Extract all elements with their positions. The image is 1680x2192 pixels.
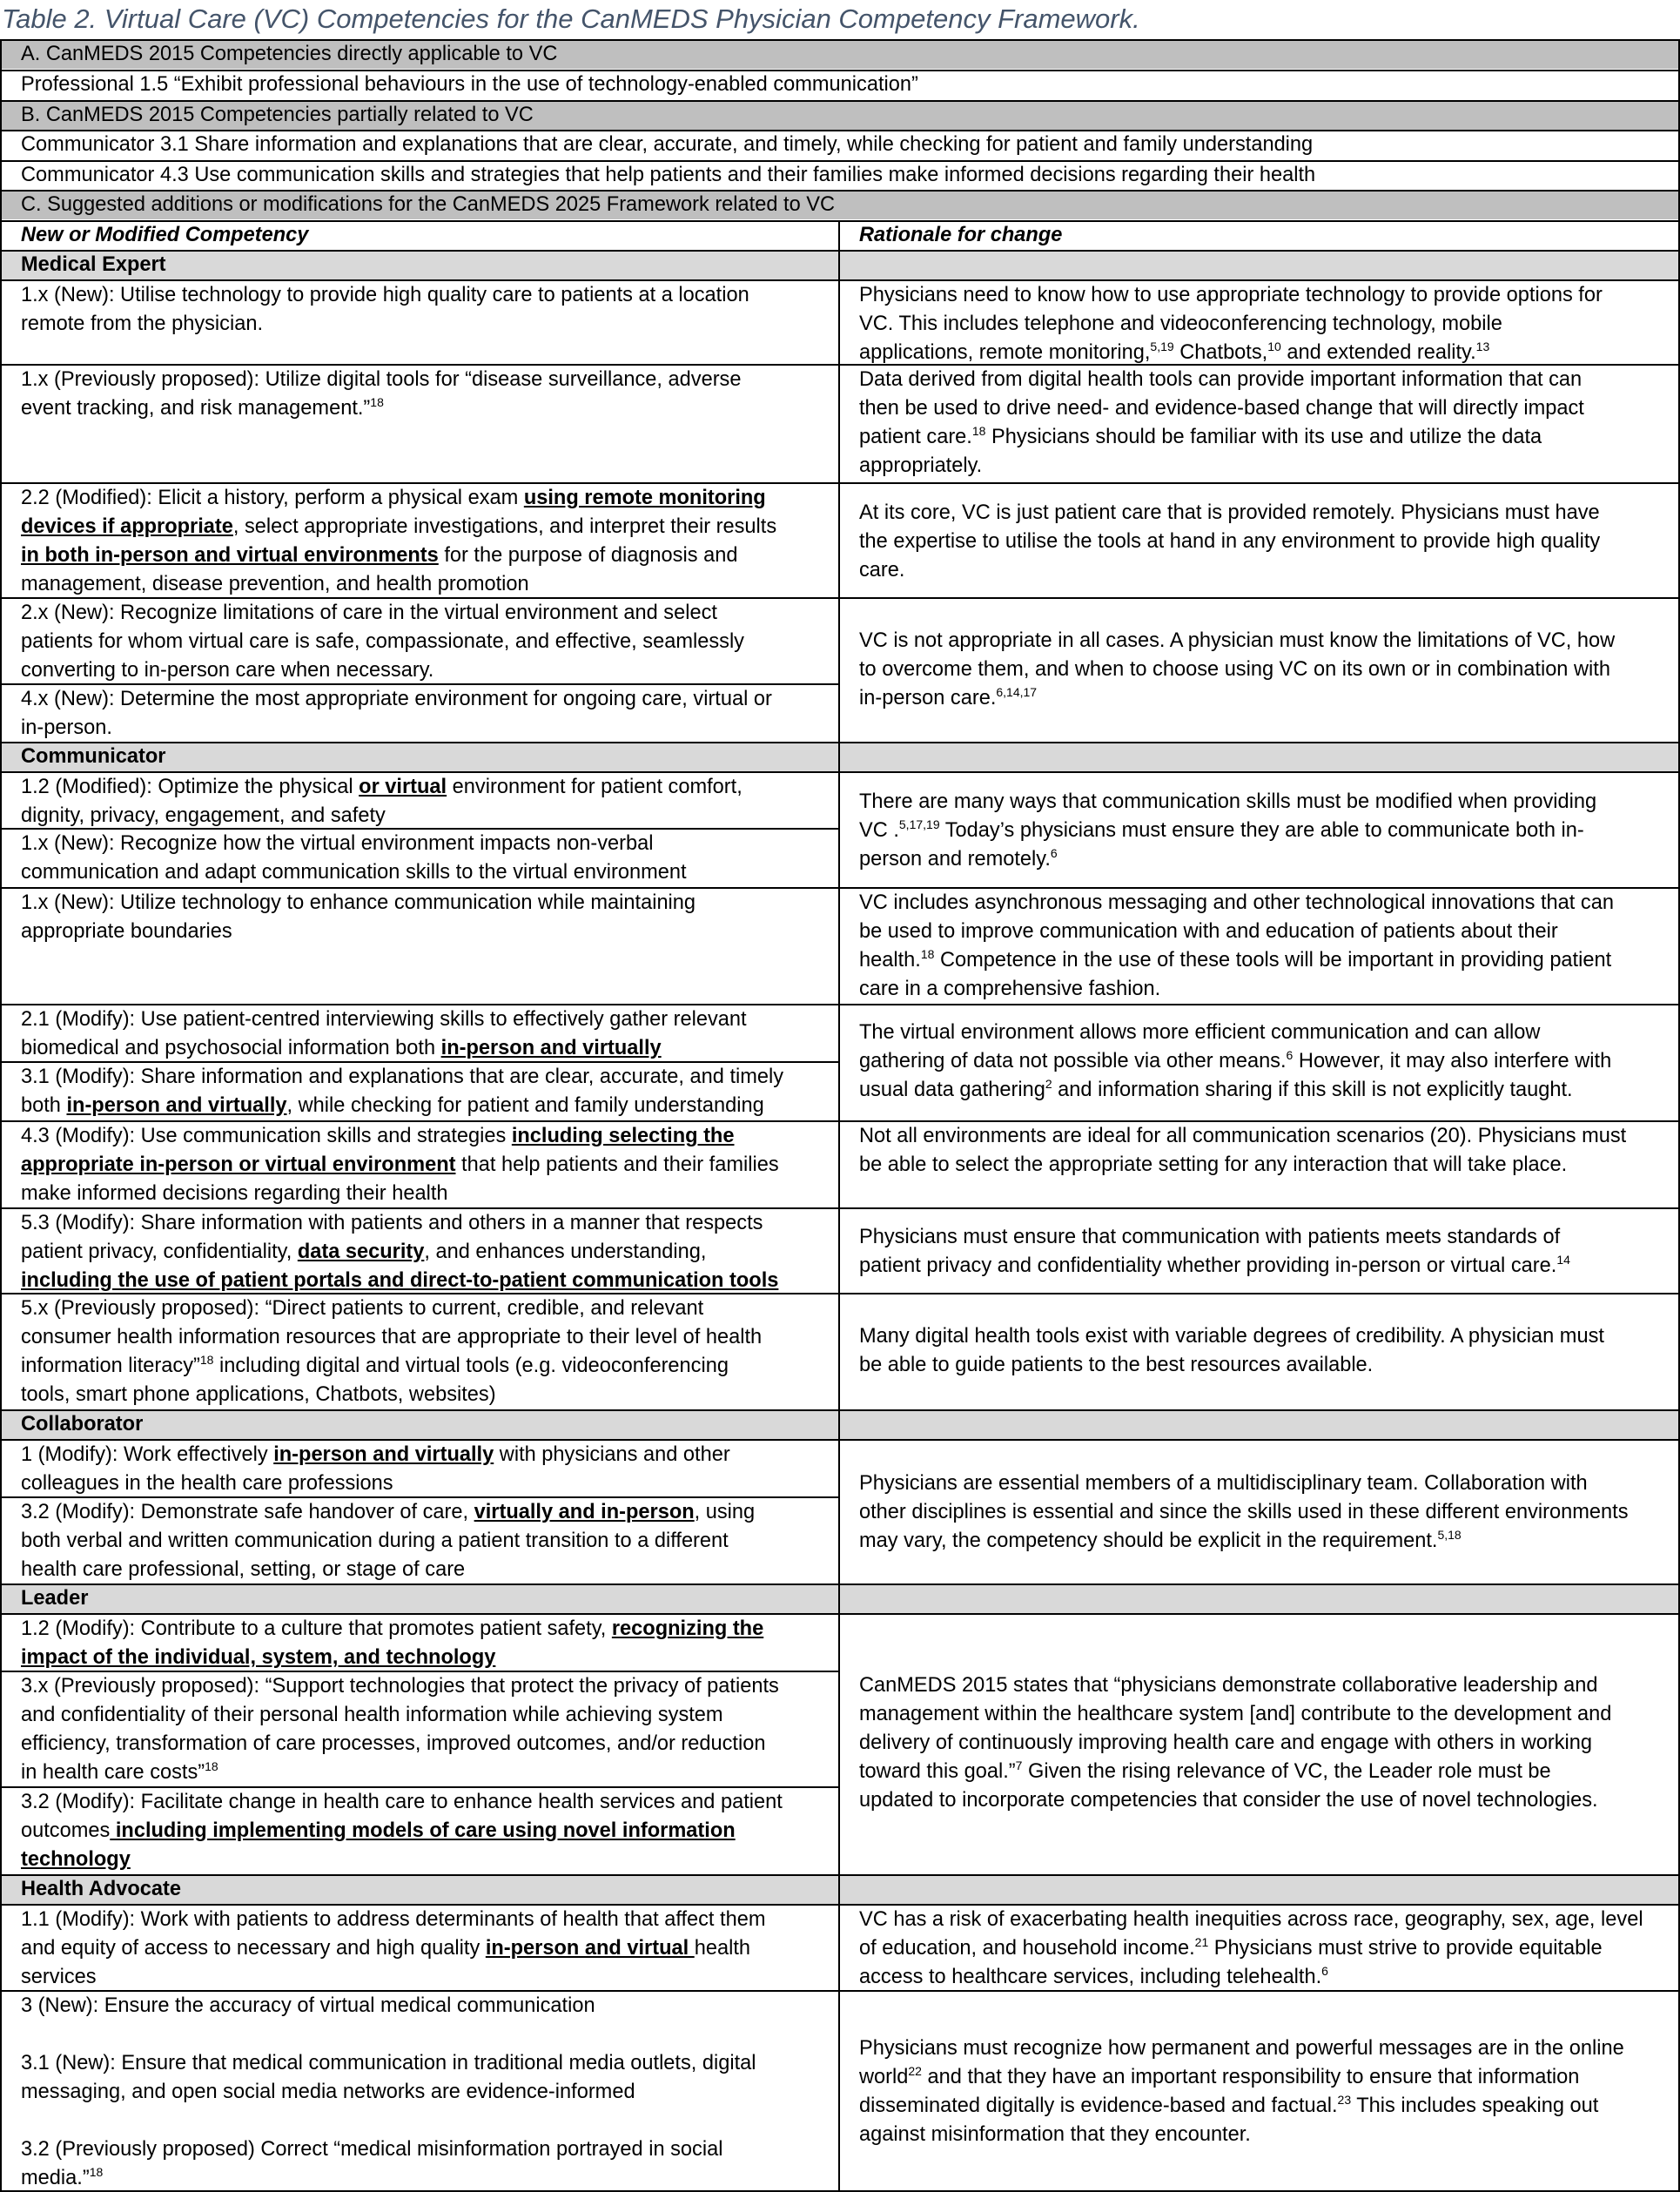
table-row: Professional 1.5 “Exhibit professional behaviours in the use of technology-enabled communication” bbox=[21, 73, 918, 96]
section-b-header: B. CanMEDS 2015 Competencies partially related to VC bbox=[0, 101, 1680, 130]
table-border bbox=[0, 39, 1680, 41]
table-border bbox=[0, 482, 1680, 484]
rationale-cell: Data derived from digital health tools can provide important information that can then be used to drive need- and evidence-based change that will directly impact patient care.$^{18}$ Physicians should be familiar with its use and utilize the data appropriately. bbox=[859, 368, 1584, 477]
table-border bbox=[0, 1120, 1680, 1122]
table-border bbox=[0, 1990, 1680, 1992]
rationale-cell: Physicians must ensure that communication with patients meets standards of patient privacy and confidentiality whether providing in-person or virtual care.$^{14}$ bbox=[859, 1226, 1570, 1277]
table-border bbox=[0, 1207, 1680, 1209]
table-border bbox=[0, 39, 2, 2192]
table-caption: Table 2. Virtual Care (VC) Competencies for the CanMEDS Physician Competency Framework. bbox=[2, 3, 1140, 34]
table-border bbox=[0, 1293, 1680, 1294]
table-border bbox=[0, 597, 1680, 599]
rationale-cell: CanMEDS 2015 states that “physicians demonstrate collaborative leadership and management within the healthcare system [and] contribute to the development and delivery of continuously improving health care and engage with others in working toward this goal.”$^7$ Given the rising relevance of VC, the Leader role must be updated to incorporate competencies that consider the use of novel technologies. bbox=[859, 1674, 1612, 1812]
competency-cell: 2.1 (Modify): Use patient-centred interviewing skills to effectively gather relevant biomedical and psychosocial information both in-person and virtually bbox=[21, 1008, 747, 1059]
table-border bbox=[0, 364, 1680, 366]
competency-cell: 3.1 (Modify): Share information and explanations that are clear, accurate, and timely both in-person and virtually, while checking for patient and family understanding bbox=[21, 1066, 784, 1117]
table-border bbox=[0, 1496, 840, 1498]
table-border bbox=[0, 742, 1680, 743]
table-border bbox=[0, 1061, 840, 1063]
table-border bbox=[0, 887, 1680, 889]
rationale-cell: VC includes asynchronous messaging and other technological innovations that can be used to improve communication with and education of patients about their health.$^{18}$ Competence in the use of these tools will be important in providing patient care in a comprehensive fashion. bbox=[859, 891, 1614, 1000]
table-border bbox=[0, 1874, 1680, 1876]
section-a-header: A. CanMEDS 2015 Competencies directly applicable to VC bbox=[0, 40, 1680, 69]
rationale-cell: The virtual environment allows more efficient communication and can allow gathering of data not possible via other means.$^6$ However, it may also interfere with usual data gathering$^2$ and information sharing if this skill is not explicitly taught. bbox=[859, 1021, 1612, 1101]
competency-cell: 3.x (Previously proposed): “Support technologies that protect the privacy of patients and confidentiality of their personal health information while achieving system efficiency, transformation of care processes, improved outcomes, and/or reduction in health care costs”$^{18}$ bbox=[21, 1675, 779, 1784]
table-border bbox=[0, 250, 1680, 252]
table-border bbox=[0, 190, 1680, 192]
rationale-cell: Physicians need to know how to use appropriate technology to provide options for VC. This includes telephone and videoconferencing technology, mobile applications, remote monitoring,$^{5,19}$ Chatbots,$^{10}$ and extended reality.$^{13}$ bbox=[859, 284, 1603, 363]
rationale-cell: Physicians must recognize how permanent and powerful messages are in the online world$^{22}$ and that they have an important responsibility to ensure that information disseminated digitally is evidence-based and factual.$^{23}$ This includes speaking out against misinformation that they encounter. bbox=[859, 2037, 1624, 2146]
competency-cell: 2.2 (Modified): Elicit a history, perform a physical exam using remote monitoring devices if appropriate, select appropriate investigations, and interpret their results in both in-person and virtual environments for the purpose of diagnosis and management, disease prevention, and health promotion bbox=[21, 487, 777, 595]
role-header-collaborator: Collaborator bbox=[0, 1410, 838, 1439]
role-header-health-advocate: Health Advocate bbox=[0, 1875, 1680, 1904]
table-border bbox=[0, 160, 1680, 162]
rationale-cell: Physicians are essential members of a multidisciplinary team. Collaboration with other disciplines is essential and since the skills used in these different environments may vary, the competency should be explicit in the requirement.$^{5,18}$ bbox=[859, 1472, 1629, 1552]
competency-cell: 3.2 (Modify): Demonstrate safe handover of care, virtually and in-person, using both verbal and written communication during a patient transition to a different health care professional, setting, or stage of care bbox=[21, 1501, 756, 1581]
competency-cell: 1.1 (Modify): Work with patients to address determinants of health that affect them and equity of access to necessary and high quality in-person and virtual health services bbox=[21, 1908, 766, 1988]
column-header-rationale: Rationale for change bbox=[859, 224, 1063, 246]
role-header-medical-expert: Medical Expert bbox=[0, 251, 1680, 279]
competency-cell: 5.3 (Modify): Share information with patients and others in a manner that respects patient privacy, confidentiality, data security, and enhances understanding, including the use of patient portals and direct-to-patient communication tools bbox=[21, 1212, 779, 1292]
role-header-blank bbox=[838, 1410, 1680, 1439]
competency-cell: 3 (New): Ensure the accuracy of virtual medical communication 3.1 (New): Ensure that medical communication in traditional media outlets, digital messaging, and open social media networks are evidence-informed 3.2 (Previously proposed) Correct “medical misinformation portrayed in social media.”$^{18}$ bbox=[21, 1994, 756, 2189]
competency-cell: 1.x (New): Utilize technology to enhance communication while maintaining appropriate boundaries bbox=[21, 891, 696, 943]
competency-cell: 1.2 (Modified): Optimize the physical or virtual environment for patient comfort, dignity, privacy, engagement, and safety bbox=[21, 776, 743, 827]
table-border bbox=[0, 1583, 1680, 1585]
competency-cell: 3.2 (Modify): Facilitate change in health care to enhance health services and patient outcomes including implementing models of care using novel information technology bbox=[21, 1791, 783, 1871]
competency-cell: 1.x (New): Recognize how the virtual environment impacts non-verbal communication and adapt communication skills to the virtual environment bbox=[21, 832, 687, 884]
competency-cell: 1.x (New): Utilise technology to provide high quality care to patients at a location remote from the physician. bbox=[21, 284, 749, 335]
table-border bbox=[0, 771, 1680, 773]
rationale-cell: Many digital health tools exist with variable degrees of credibility. A physician must be able to guide patients to the best resources available. bbox=[859, 1325, 1604, 1376]
rationale-cell: VC is not appropriate in all cases. A physician must know the limitations of VC, how to overcome them, and when to choose using VC on its own or in combination with in-person care.$^{6,14,17}$ bbox=[859, 629, 1616, 709]
competency-cell: 1.x (Previously proposed): Utilize digital tools for “disease surveillance, adverse event tracking, and risk management.”$^{18}$ bbox=[21, 368, 742, 420]
table-border bbox=[0, 100, 1680, 102]
column-header-competency: New or Modified Competency bbox=[21, 224, 309, 246]
table-border bbox=[0, 1439, 1680, 1441]
table-border bbox=[0, 1613, 1680, 1615]
table-border bbox=[0, 220, 1680, 222]
column-divider bbox=[838, 220, 840, 2192]
section-c-header: C. Suggested additions or modifications for the CanMEDS 2025 Framework related to VC bbox=[0, 191, 1680, 219]
table-border bbox=[0, 130, 1680, 131]
competency-cell: 5.x (Previously proposed): “Direct patients to current, credible, and relevant consumer health information resources that are appropriate to their level of health information literacy”$^{18}$ including digital and virtual tools (e.g. videoconferencing tools, smart phone applications, Chatbots, websites) bbox=[21, 1297, 763, 1406]
role-header-leader: Leader bbox=[0, 1584, 1680, 1613]
rationale-cell: VC has a risk of exacerbating health inequities across race, geography, sex, age, level of education, and household income.$^{21}$ Physicians must strive to provide equitable access to healthcare services, including telehealth.$^6$ bbox=[859, 1908, 1643, 1988]
rationale-cell: There are many ways that communication skills must be modified when providing VC .$^{5,17,19}$ Today’s physicians must ensure they are able to communicate both in- person and remotely.$^6$ bbox=[859, 790, 1597, 871]
table-border bbox=[0, 1004, 1680, 1005]
role-header-communicator: Communicator bbox=[0, 743, 1680, 771]
rationale-cell: Not all environments are ideal for all communication scenarios (20). Physicians must be able to select the appropriate setting for any interaction that will take place. bbox=[859, 1125, 1627, 1176]
table-row: Communicator 3.1 Share information and explanations that are clear, accurate, and timely, while checking for patient and family understanding bbox=[21, 133, 1314, 156]
competency-cell: 2.x (New): Recognize limitations of care in the virtual environment and select patients for whom virtual care is safe, compassionate, and effective, seamlessly converting to in-person care when necessary. bbox=[21, 602, 744, 682]
table-border bbox=[0, 1786, 840, 1788]
table-border bbox=[0, 828, 840, 830]
competency-cell: 4.3 (Modify): Use communication skills and strategies including selecting the appropriate in-person or virtual environment that help patients and their families make informed decisions regarding their health bbox=[21, 1125, 779, 1205]
table-border bbox=[0, 683, 840, 685]
table-border bbox=[0, 1671, 840, 1672]
table-border bbox=[0, 1904, 1680, 1906]
competency-cell: 4.x (New): Determine the most appropriate environment for ongoing care, virtual or in-person. bbox=[21, 688, 772, 739]
table-border bbox=[0, 279, 1680, 281]
rationale-cell: At its core, VC is just patient care that is provided remotely. Physicians must have the expertise to utilise the tools at hand in any environment to provide high quality care. bbox=[859, 501, 1601, 582]
competency-cell: 1 (Modify): Work effectively in-person and virtually with physicians and other colleagues in the health care professions bbox=[21, 1443, 730, 1495]
table-border bbox=[0, 70, 1680, 71]
table-border bbox=[0, 1409, 1680, 1411]
competency-cell: 1.2 (Modify): Contribute to a culture that promotes patient safety, recognizing the impact of the individual, system, and technology bbox=[21, 1617, 764, 1669]
table-row: Communicator 4.3 Use communication skills and strategies that help patients and their families make informed decisions regarding their health bbox=[21, 164, 1316, 186]
